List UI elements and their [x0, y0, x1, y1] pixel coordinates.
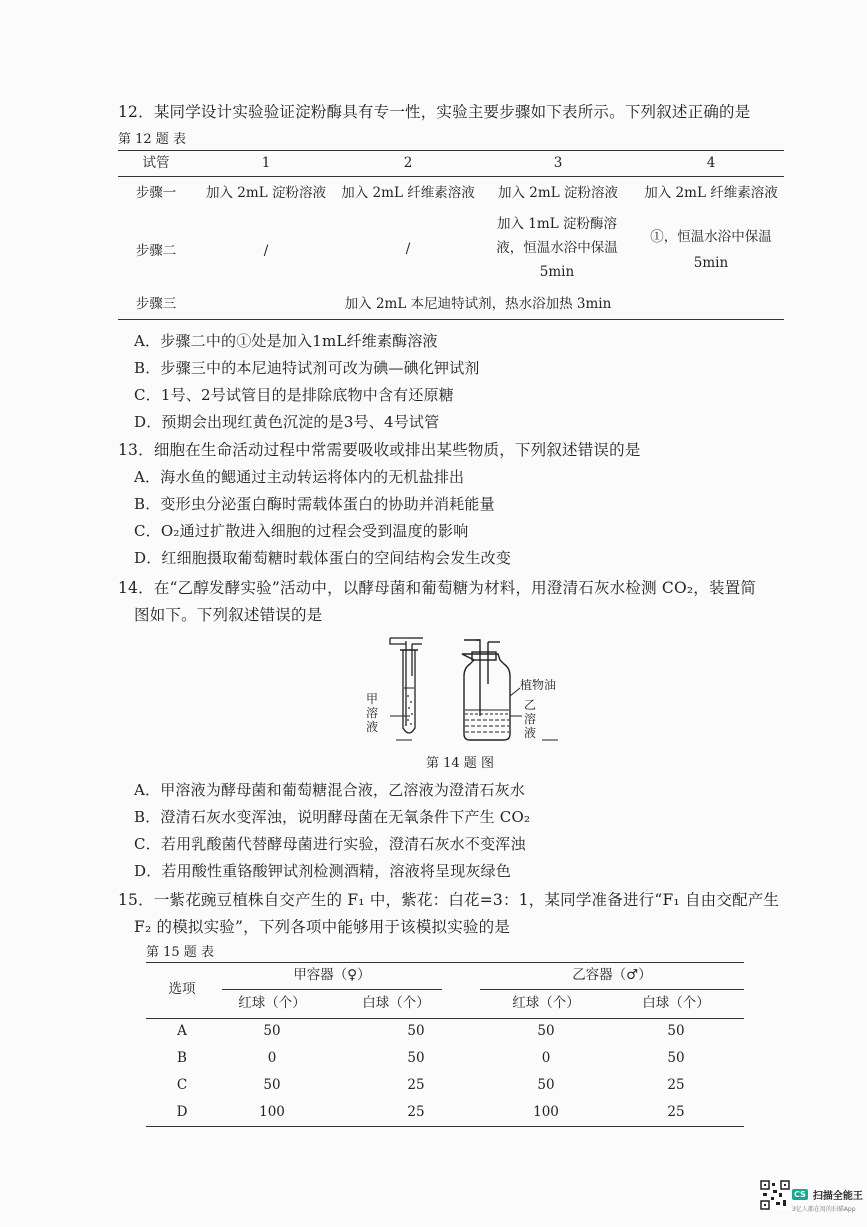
q12-header-2: 2: [403, 155, 413, 171]
q15-cell: 50: [263, 1023, 281, 1039]
q15-subheader: 白球（个）: [362, 995, 430, 1011]
q15-cell: 25: [667, 1104, 685, 1120]
q15-cell: 25: [407, 1104, 425, 1120]
q15-table-caption: 第 15 题 表: [146, 945, 214, 960]
scanner-tagline: 3亿人都在用的扫描App: [792, 1206, 856, 1213]
q12-step1-cell: 加入 2mL 淀粉溶液: [498, 185, 618, 201]
q15-cell: 100: [259, 1104, 285, 1120]
q12-stem: 12．某同学设计实验验证淀粉酶具有专一性，实验主要步骤如下表所示。下列叙述正确的是: [118, 103, 751, 121]
q15-row-option: B: [177, 1050, 187, 1066]
liquid-yi: [465, 710, 509, 732]
q12-step1-label: 步骤一: [135, 185, 177, 201]
q12-step1-cell: 加入 2mL 淀粉溶液: [206, 185, 326, 201]
q12-step1-cell: 加入 2mL 纤维素溶液: [644, 185, 778, 201]
q12-step1-cell: 加入 2mL 纤维素溶液: [341, 185, 475, 201]
qr-code-icon: [760, 1180, 790, 1210]
pointer-line: [510, 688, 520, 696]
q15-subheader: 红球（个）: [238, 995, 306, 1011]
test-tube-jia: [390, 638, 423, 733]
q12-option-c: C．1号、2号试管目的是排除底物中含有还原糖: [134, 386, 454, 404]
q14-label-oil: 植物油: [520, 678, 557, 692]
q14-label-yi: 乙溶液: [524, 698, 537, 740]
table-rule: [146, 1126, 744, 1127]
q12-option-d: D．预期会出现红黄色沉淀的是3号、4号试管: [134, 413, 440, 431]
q12-header-tube: 试管: [142, 155, 170, 171]
q15-row-option: C: [176, 1077, 188, 1093]
q12-table-caption: 第 12 题 表: [118, 132, 186, 147]
q14-stem-line2: 图如下。下列叙述错误的是: [134, 606, 323, 624]
q13-option-b: B．变形虫分泌蛋白酶时需载体蛋白的协助并消耗能量: [134, 495, 495, 513]
q12-header-4: 4: [706, 155, 716, 171]
q15-row-option: D: [176, 1104, 188, 1120]
q12-step2-cell: ①，恒温水浴中保温 5min: [650, 229, 772, 271]
q12-step2-cell: 加入 1mL 淀粉酶溶液，恒温水浴中保温 5min: [496, 216, 618, 280]
q14-label-jia: 甲溶液: [366, 692, 379, 734]
q12-step3-merged: 加入 2mL 本尼迪特试剂，热水浴加热 3min: [344, 296, 612, 312]
q12-step3-label: 步骤三: [135, 296, 177, 312]
q12-step2-label: 步骤二: [135, 243, 177, 259]
q15-cell: 100: [533, 1104, 559, 1120]
q13-option-d: D．红细胞摄取葡萄糖时载体蛋白的空间结构会发生改变: [134, 549, 512, 567]
table-rule: [118, 319, 784, 320]
scanner-watermark: [792, 1184, 863, 1213]
q15-subheader: 红球（个）: [512, 995, 580, 1011]
q14-option-d: D．若用酸性重铬酸钾试剂检测酒精，溶液将呈现灰绿色: [134, 862, 512, 880]
q12-header-1: 1: [261, 155, 271, 171]
q14-option-a: A．甲溶液为酵母菌和葡萄糖混合液，乙溶液为澄清石灰水: [134, 781, 526, 799]
q13-option-a: A．海水鱼的鳃通过主动转运将体内的无机盐排出: [134, 468, 465, 486]
q14-option-c: C．若用乳酸菌代替酵母菌进行实验，澄清石灰水不变浑浊: [134, 835, 526, 853]
q12-step2-cell: /: [405, 241, 411, 257]
q15-cell: 50: [667, 1023, 685, 1039]
q15-cell: 0: [267, 1050, 277, 1066]
q15-cell: 50: [407, 1050, 425, 1066]
q15-cell: 50: [407, 1023, 425, 1039]
q15-stem-line2: F₂ 的模拟实验”，下列各项中能够用于该模拟实验的是: [134, 918, 511, 936]
q15-cell: 25: [667, 1077, 685, 1093]
q15-row-option: A: [177, 1023, 187, 1039]
table-rule: [118, 176, 784, 177]
q13-stem: 13．细胞在生命活动过程中常需要吸收或排出某些物质，下列叙述错误的是: [118, 441, 641, 459]
q15-group-yi: 乙容器（♂）: [572, 967, 652, 983]
q12-header-3: 3: [553, 155, 563, 171]
q15-cell: 50: [537, 1077, 555, 1093]
q15-cell: 50: [667, 1050, 685, 1066]
q12-step2-cell: /: [263, 243, 269, 259]
q15-cell: 50: [263, 1077, 281, 1093]
scanner-logo-icon: CS: [794, 1190, 806, 1199]
q15-cell: 25: [407, 1077, 425, 1093]
q12-option-b: B．步骤三中的本尼迪特试剂可改为碘—碘化钾试剂: [134, 359, 480, 377]
bottle-yi: [462, 640, 510, 740]
q14-stem-line1: 14．在“乙醇发酵实验”活动中，以酵母菌和葡萄糖为材料，用澄清石灰水检测 CO₂，装置简: [118, 579, 757, 597]
q15-cell: 0: [541, 1050, 551, 1066]
q15-stem-line1: 15．一紫花豌豆植株自交产生的 F₁ 中，紫花：白花=3：1，某同学准备进行“F₁ 自由交配产生: [118, 891, 780, 909]
q13-option-c: C．O₂通过扩散进入细胞的过程会受到温度的影响: [134, 522, 469, 540]
q12-option-a: A．步骤二中的①处是加入1mL纤维素酶溶液: [134, 332, 438, 350]
q14-figure-caption: 第 14 题 图: [426, 756, 494, 771]
q15-subheader: 白球（个）: [642, 995, 710, 1011]
q14-option-b: B．澄清石灰水变浑浊，说明酵母菌在无氧条件下产生 CO₂: [134, 808, 531, 826]
q15-group-jia: 甲容器（♀）: [293, 967, 371, 983]
scanner-brand: 扫描全能王: [812, 1191, 863, 1202]
q15-option-header: 选项: [168, 981, 196, 997]
q15-cell: 50: [537, 1023, 555, 1039]
